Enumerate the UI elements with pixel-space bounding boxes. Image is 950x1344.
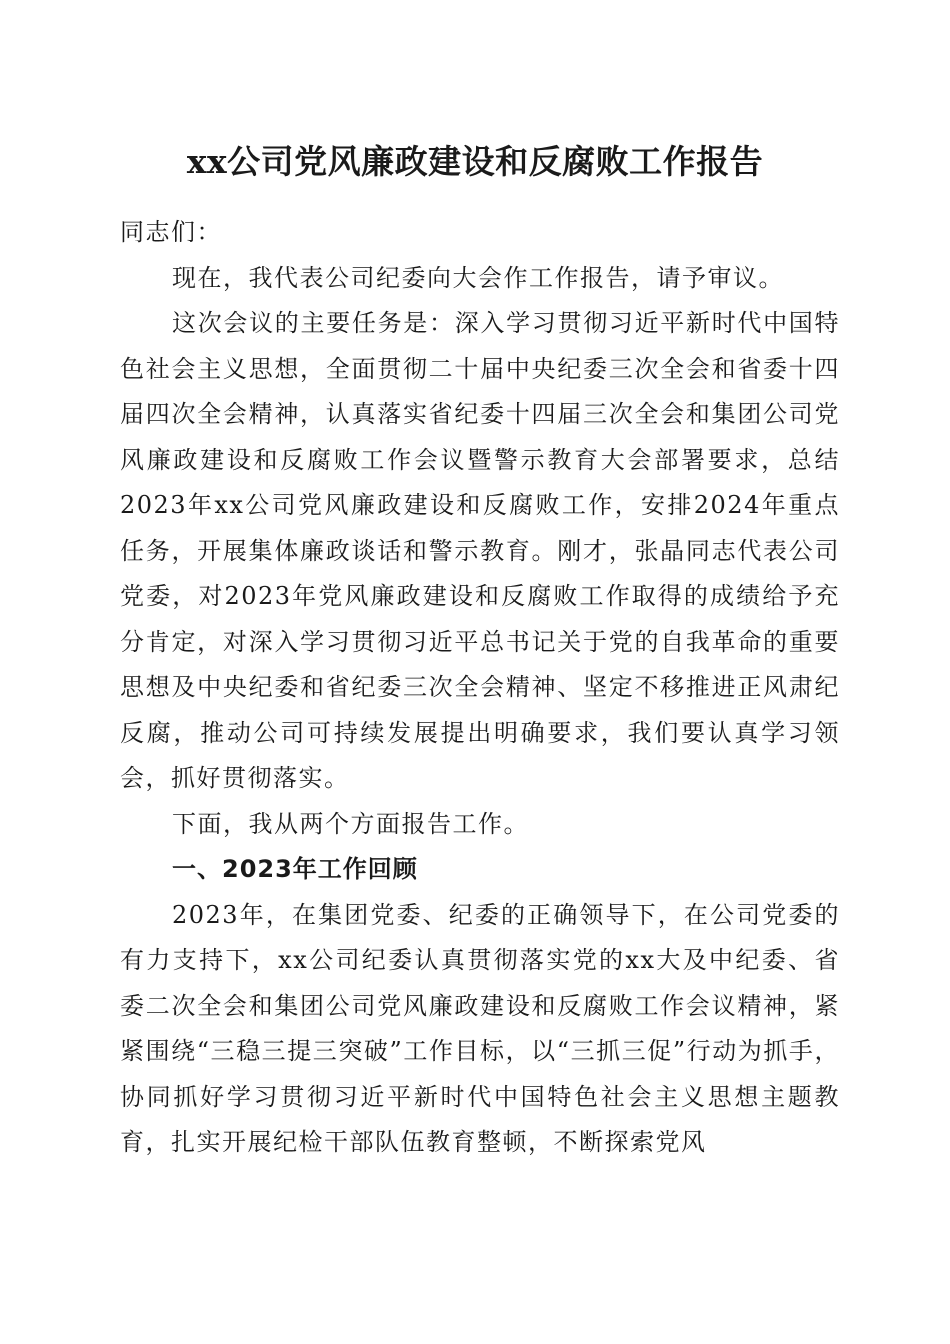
paragraph-two-aspects: 下面，我从两个方面报告工作。 bbox=[172, 809, 529, 838]
section-heading: 一、2023年工作回顾 bbox=[172, 855, 418, 883]
paragraph-meeting-tasks: 这次会议的主要任务是：深入学习贯彻习近平新时代中国特色社会主义思想，全面贯彻二十届中央纪委三次全会和省委十四届四次全会精神，认真落实省纪委十四届三次全会和集团公司党风廉政建设和反腐败工作会议暨警示教育大会部署要求，总结2023年xx公司党风廉政建设和反腐败工作，安排2024年重点任务，开展集体廉政谈话和警示教育。刚才，张晶同志代表公司党委，对2023年党风廉政建设和反腐败工作取得的成绩给予充分肯定，对深入学习贯彻习近平总书记关于党的自我革命的重要思想及中央纪委和省纪委三次全会精神、坚定不移推进正风肃纪反腐，推动公司可持续发展提出明确要求，我们要认真学习领会，抓好贯彻落实。 bbox=[120, 309, 840, 792]
document-title: xx公司党风廉政建设和反腐败工作报告 bbox=[186, 142, 764, 181]
paragraph-2023-review: 2023年，在集团党委、纪委的正确领导下，在公司党委的有力支持下，xx公司纪委认真贯彻落实党的xx大及中纪委、省委二次全会和集团公司党风廉政建设和反腐败工作会议精神，紧紧围绕“三稳三提三突破”工作目标，以“三抓三促”行动为抓手，协同抓好学习贯彻习近平新时代中国特色社会主义思想主题教育，扎实开展纪检干部队伍教育整顿，不断探索党风 bbox=[120, 900, 840, 1156]
document-body bbox=[120, 210, 840, 1166]
salutation: 同志们： bbox=[120, 218, 222, 246]
paragraph-intro: 现在，我代表公司纪委向大会作工作报告，请予审议。 bbox=[172, 263, 784, 292]
